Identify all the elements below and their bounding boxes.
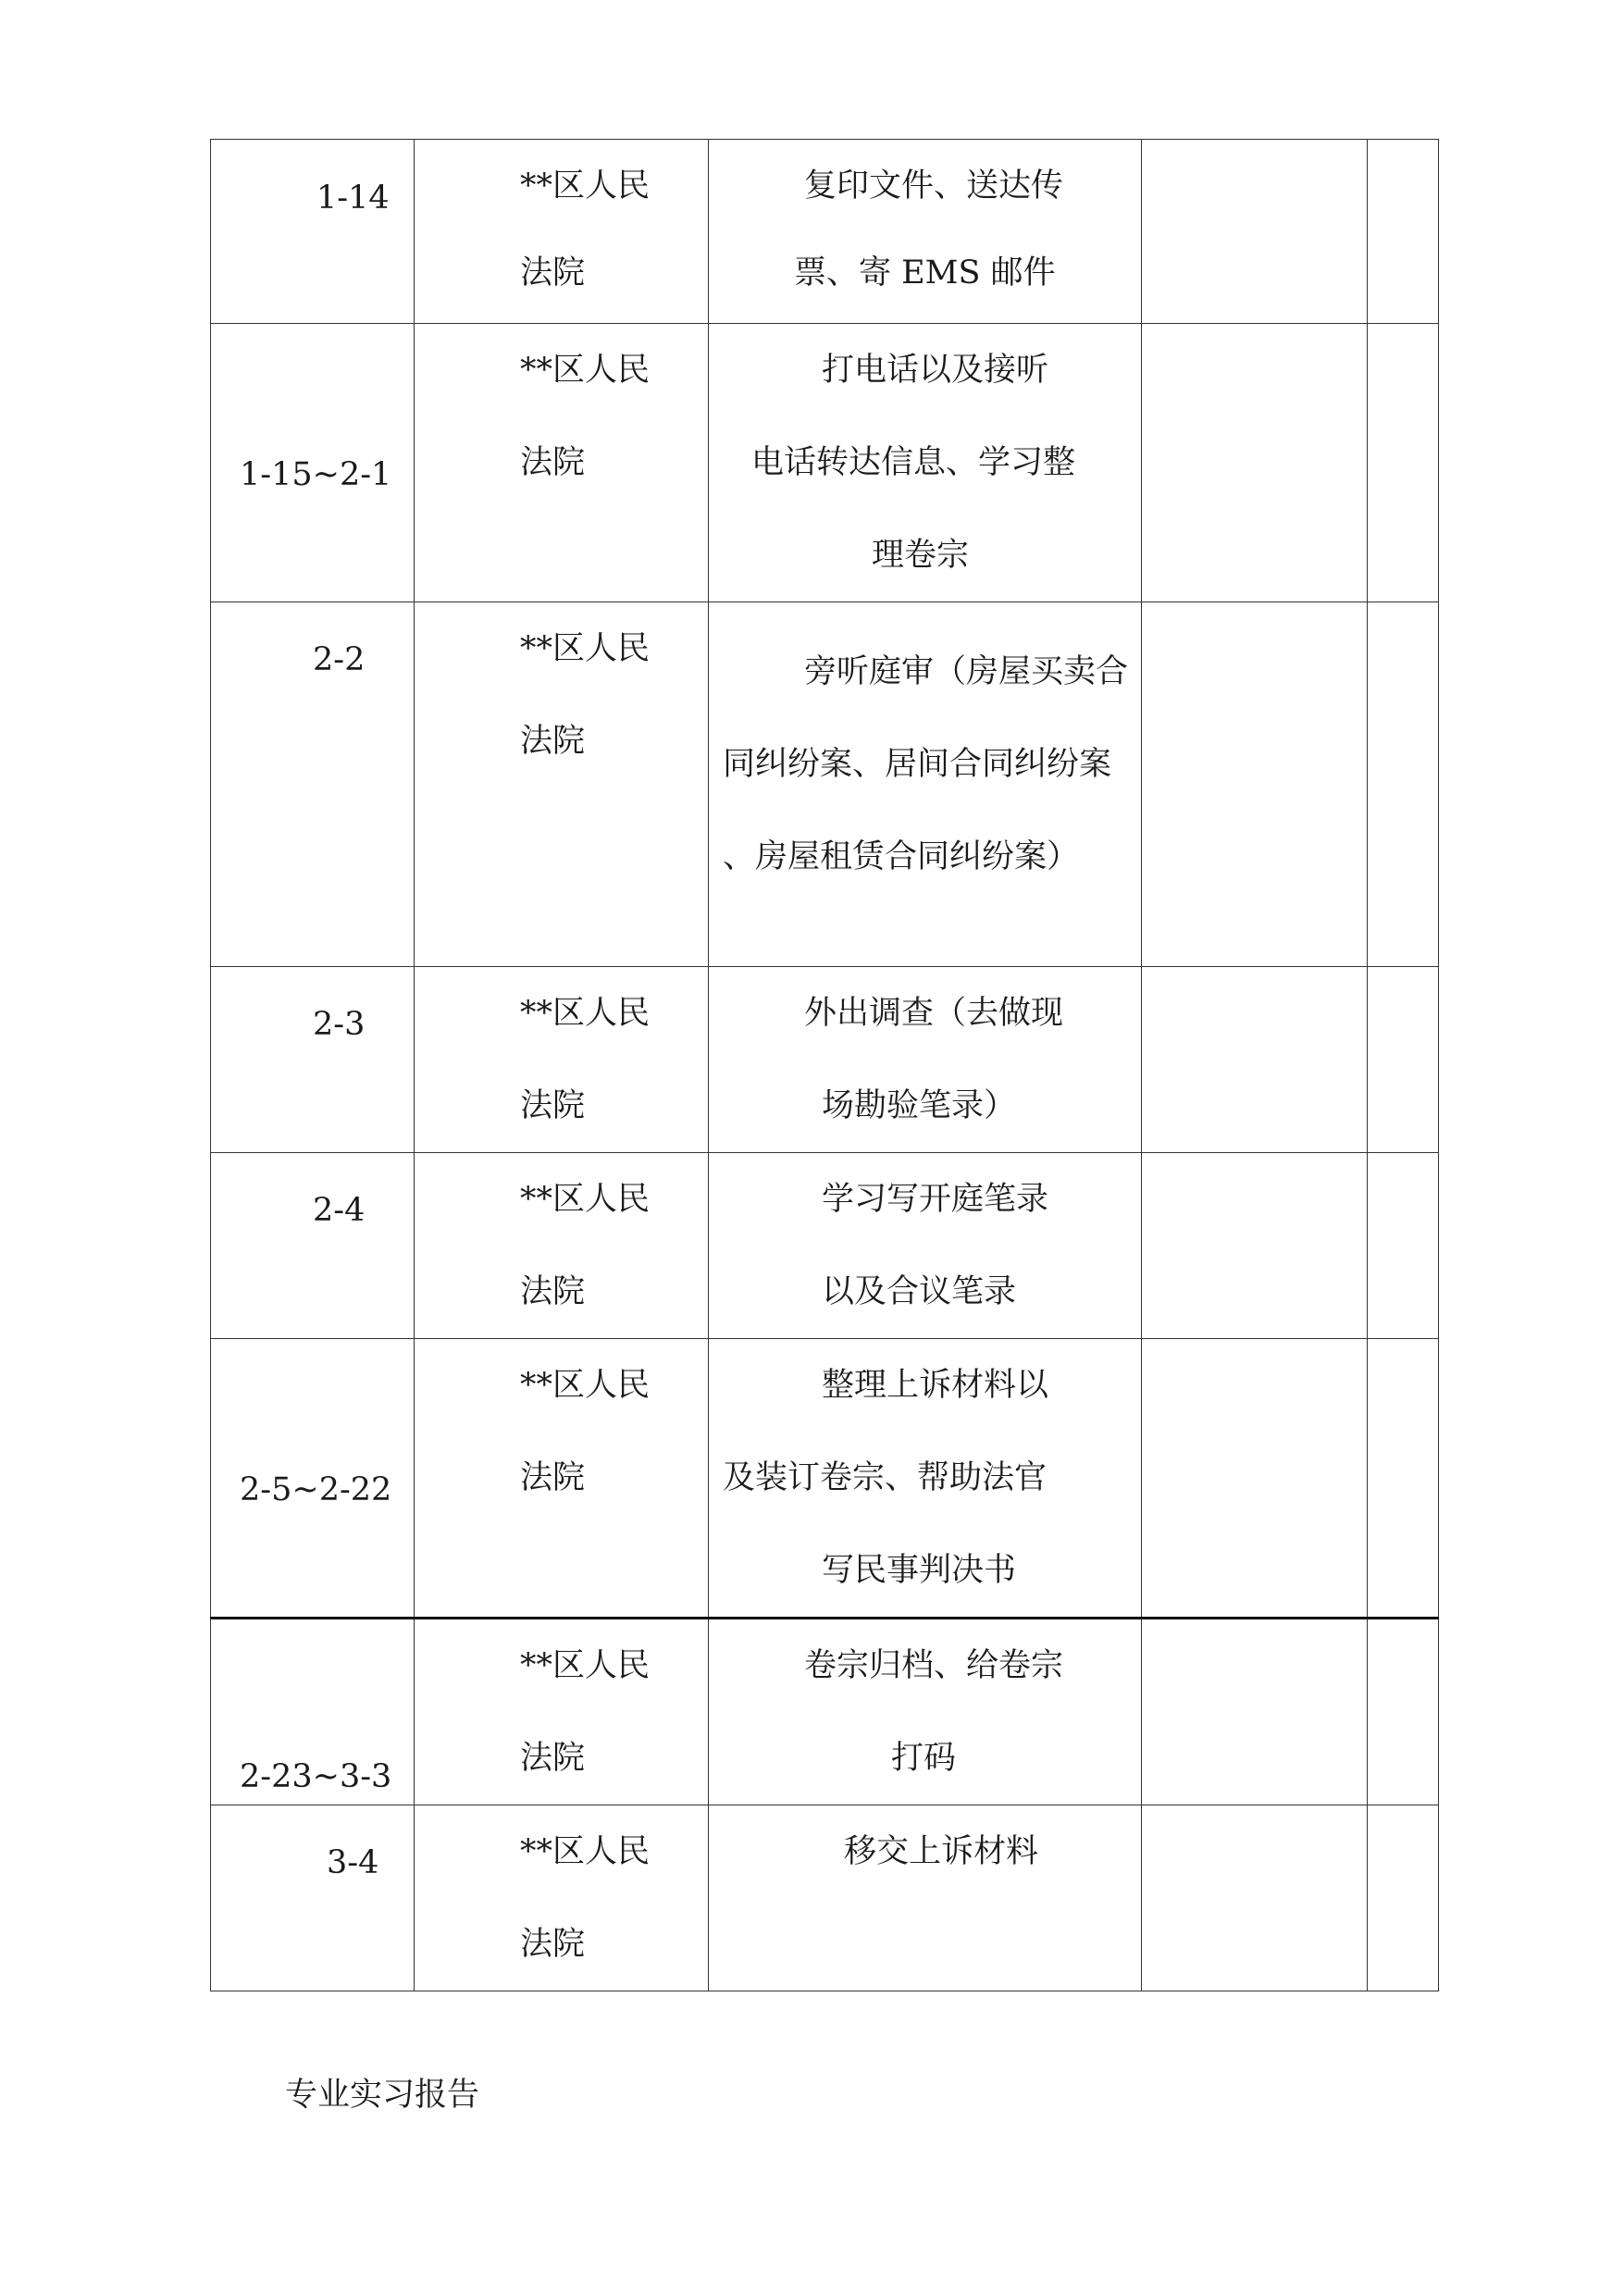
empty-cell	[1142, 324, 1368, 602]
table-row	[211, 1153, 1439, 1339]
date-text: 2-4	[313, 1192, 366, 1229]
court-cell	[415, 1153, 709, 1339]
empty-cell	[1368, 1619, 1439, 1805]
task-line: 学习写开庭笔录	[822, 1181, 1049, 1218]
date-text: 2-2	[313, 641, 366, 678]
date-cell	[211, 967, 415, 1153]
task-line: 及装订卷宗、帮助法官	[723, 1459, 1048, 1496]
date-text: 1-14	[316, 180, 390, 217]
task-line: 移交上诉材料	[844, 1833, 1039, 1870]
empty-cell	[1368, 1339, 1439, 1619]
task-line: 以及合议笔录	[822, 1273, 1017, 1310]
table-row	[211, 967, 1439, 1153]
date-text: 1-15~2-1	[240, 456, 392, 493]
empty-cell	[1142, 967, 1368, 1153]
court-line: 法院	[520, 1740, 586, 1777]
court-cell	[415, 1805, 709, 1991]
table-row	[211, 324, 1439, 602]
court-cell	[415, 602, 709, 967]
task-cell	[709, 1339, 1142, 1619]
empty-cell	[1368, 602, 1439, 967]
date-cell	[211, 602, 415, 967]
court-line: 法院	[520, 254, 586, 292]
task-line: 卷宗归档、给卷宗	[804, 1647, 1064, 1684]
report-title: 专业实习报告	[285, 2077, 480, 2114]
table-row	[211, 1805, 1439, 1991]
date-text: 2-5~2-22	[240, 1471, 392, 1508]
court-line: 法院	[520, 723, 586, 760]
date-cell	[211, 1619, 415, 1805]
date-cell	[211, 140, 415, 324]
task-line: 外出调查（去做现	[804, 995, 1064, 1032]
empty-cell	[1142, 1619, 1368, 1805]
court-line: **区人民	[520, 995, 651, 1032]
task-line: 打码	[891, 1740, 957, 1777]
date-text: 3-4	[327, 1844, 379, 1881]
table-row	[211, 1339, 1439, 1619]
task-line: 复印文件、送达传	[804, 167, 1064, 205]
task-cell	[709, 140, 1142, 324]
date-cell	[211, 324, 415, 602]
task-line: 电话转达信息、学习整	[751, 444, 1076, 481]
internship-log-table	[210, 139, 1439, 1991]
table-row	[211, 602, 1439, 967]
empty-cell	[1142, 1805, 1368, 1991]
date-cell	[211, 1153, 415, 1339]
empty-cell	[1368, 967, 1439, 1153]
empty-cell	[1142, 602, 1368, 967]
empty-cell	[1368, 1153, 1439, 1339]
court-line: **区人民	[520, 1367, 651, 1404]
task-line: 、房屋租赁合同纠纷案）	[723, 838, 1080, 875]
task-cell	[709, 324, 1142, 602]
task-cell	[709, 1805, 1142, 1991]
task-line: 旁听庭审（房屋买卖合	[804, 653, 1129, 690]
task-cell	[709, 1153, 1142, 1339]
date-text: 2-23~3-3	[240, 1758, 392, 1795]
court-line: 法院	[520, 444, 586, 481]
empty-cell	[1368, 324, 1439, 602]
table-row	[211, 1619, 1439, 1805]
empty-cell	[1142, 1153, 1368, 1339]
task-line: 场勘验笔录）	[822, 1087, 1017, 1124]
court-line: **区人民	[520, 1181, 651, 1218]
court-line: 法院	[520, 1087, 586, 1124]
task-line: 写民事判决书	[822, 1552, 1017, 1589]
task-cell	[709, 602, 1142, 967]
table-row	[211, 140, 1439, 324]
date-cell	[211, 1339, 415, 1619]
task-line: 理卷宗	[872, 537, 970, 574]
court-cell	[415, 140, 709, 324]
task-cell	[709, 967, 1142, 1153]
empty-cell	[1368, 1805, 1439, 1991]
empty-cell	[1142, 1339, 1368, 1619]
court-cell	[415, 324, 709, 602]
date-text: 2-3	[313, 1006, 366, 1043]
court-line: **区人民	[520, 167, 651, 205]
court-line: **区人民	[520, 1647, 651, 1684]
task-line: 整理上诉材料以	[822, 1367, 1049, 1404]
court-line: **区人民	[520, 630, 651, 667]
court-cell	[415, 1619, 709, 1805]
court-cell	[415, 967, 709, 1153]
court-line: 法院	[520, 1459, 586, 1496]
court-line: 法院	[520, 1926, 586, 1963]
empty-cell	[1368, 140, 1439, 324]
court-line: **区人民	[520, 352, 651, 389]
task-line: 票、寄 EMS 邮件	[794, 254, 1056, 292]
empty-cell	[1142, 140, 1368, 324]
task-cell	[709, 1619, 1142, 1805]
date-cell	[211, 1805, 415, 1991]
task-line: 同纠纷案、居间合同纠纷案	[723, 746, 1112, 783]
court-line: **区人民	[520, 1833, 651, 1870]
court-cell	[415, 1339, 709, 1619]
court-line: 法院	[520, 1273, 586, 1310]
task-line: 打电话以及接听	[822, 352, 1049, 389]
